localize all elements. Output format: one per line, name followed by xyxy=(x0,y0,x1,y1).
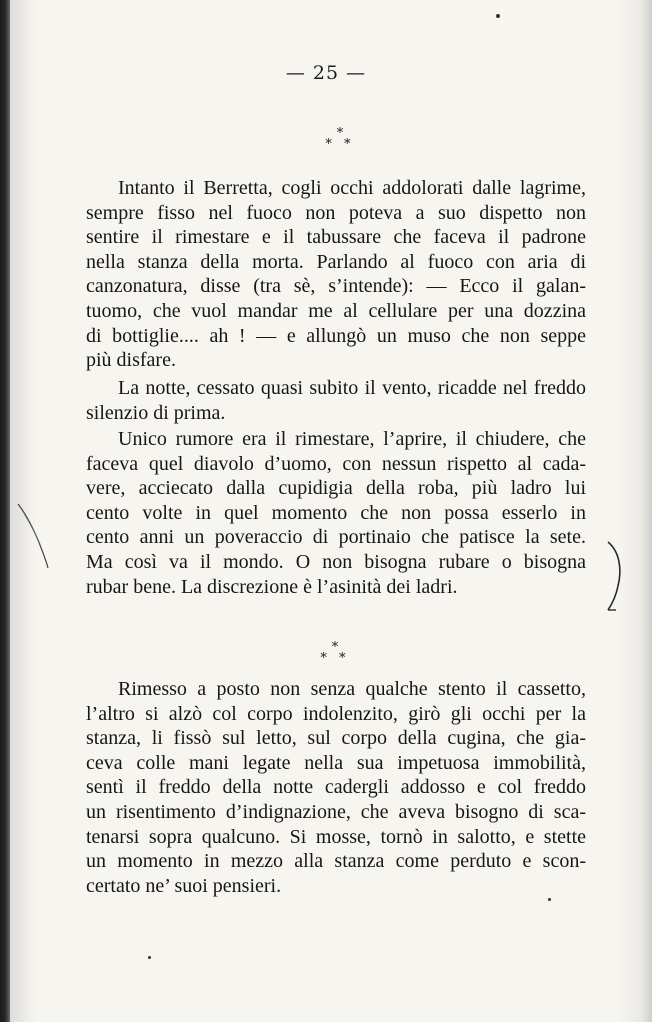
text-line: nella stanza della morta. Parlando al fuoco con aria di xyxy=(86,250,586,273)
asterism-bottom-stars: * * xyxy=(325,137,355,152)
text-line: sempre fisso nel fuoco non poteva a suo dispetto non xyxy=(86,201,586,224)
text-line: un momento in mezzo alla stanza come perduto e scon- xyxy=(86,850,586,873)
text-line: La notte, cessato quasi subito il vento, ricadde nel freddo xyxy=(118,377,586,399)
text-line: un risentimento d’indignazione, che aveva bisogno di sca- xyxy=(86,800,586,823)
section-asterism xyxy=(320,128,360,150)
text-line: di bottiglie.... ah ! — e allungò un muso che non seppe xyxy=(86,324,586,347)
handwritten-bracket-mark xyxy=(604,540,626,612)
text-line: certato ne’ suoi pensieri. xyxy=(86,874,282,897)
text-line: Unico rumore era il rimestare, l’aprire, il chiudere, che xyxy=(118,428,586,450)
text-line: faceva quel diavolo d’uomo, con nessun rispetto al cada- xyxy=(86,452,586,475)
page-edge-shadow xyxy=(618,0,652,1022)
paragraph-3 xyxy=(86,427,586,599)
asterism-top-star: * xyxy=(336,126,344,141)
text-line: cento volte in quel momento che non possa esserlo in xyxy=(86,501,586,524)
text-line: Intanto il Berretta, cogli occhi addolorati dalle lagrime, xyxy=(118,177,586,199)
asterism-top-star: * xyxy=(331,640,339,655)
asterism-bottom-stars: * * xyxy=(320,651,350,666)
paper-speck xyxy=(148,956,151,959)
text-line: rubar bene. La discrezione è l’asinità dei ladri. xyxy=(86,575,458,598)
text-line: sentì il freddo della notte cadergli addosso e col freddo xyxy=(86,776,586,799)
text-line: Ma così va il mondo. O non bisogna rubare o bisogna xyxy=(86,550,586,573)
text-line: canzonatura, disse (tra sè, s’intende): — Ecco il galan- xyxy=(86,275,586,298)
paper-speck xyxy=(496,14,500,18)
paragraph-4 xyxy=(86,677,586,898)
text-line: tuomo, che vuol mandar me al cellulare per una dozzina xyxy=(86,299,586,322)
text-line: più disfare. xyxy=(86,349,176,372)
text-line: Rimesso a posto non senza qualche stento il cassetto, xyxy=(118,678,586,700)
text-line: l’altro si alzò col corpo indolenzito, girò gli occhi per la xyxy=(86,702,586,725)
paragraph-1 xyxy=(86,176,586,373)
page-number: — 25 — xyxy=(285,62,367,84)
paper-speck xyxy=(548,898,551,901)
text-line: tenarsi sopra qualcuno. Si mosse, tornò in salotto, e stette xyxy=(86,825,586,848)
section-asterism xyxy=(315,642,355,664)
text-line: silenzio di prima. xyxy=(86,401,226,424)
book-spine-edge xyxy=(0,0,10,1022)
text-line: sentire il rimestare e il tabussare che faceva il padrone xyxy=(86,226,586,249)
text-line: stanza, li fissò sul letto, sul corpo della cugina, che gia- xyxy=(86,727,586,750)
paragraph-2 xyxy=(86,376,586,425)
text-line: vere, acciecato dalla cupidigia della roba, più ladro lui xyxy=(86,477,586,500)
margin-pencil-mark xyxy=(12,500,52,570)
text-line: cento anni un poveraccio di portinaio che patisce la sete. xyxy=(86,526,586,549)
text-line: ceva colle mani legate nella sua impetuosa immobilità, xyxy=(86,751,586,774)
